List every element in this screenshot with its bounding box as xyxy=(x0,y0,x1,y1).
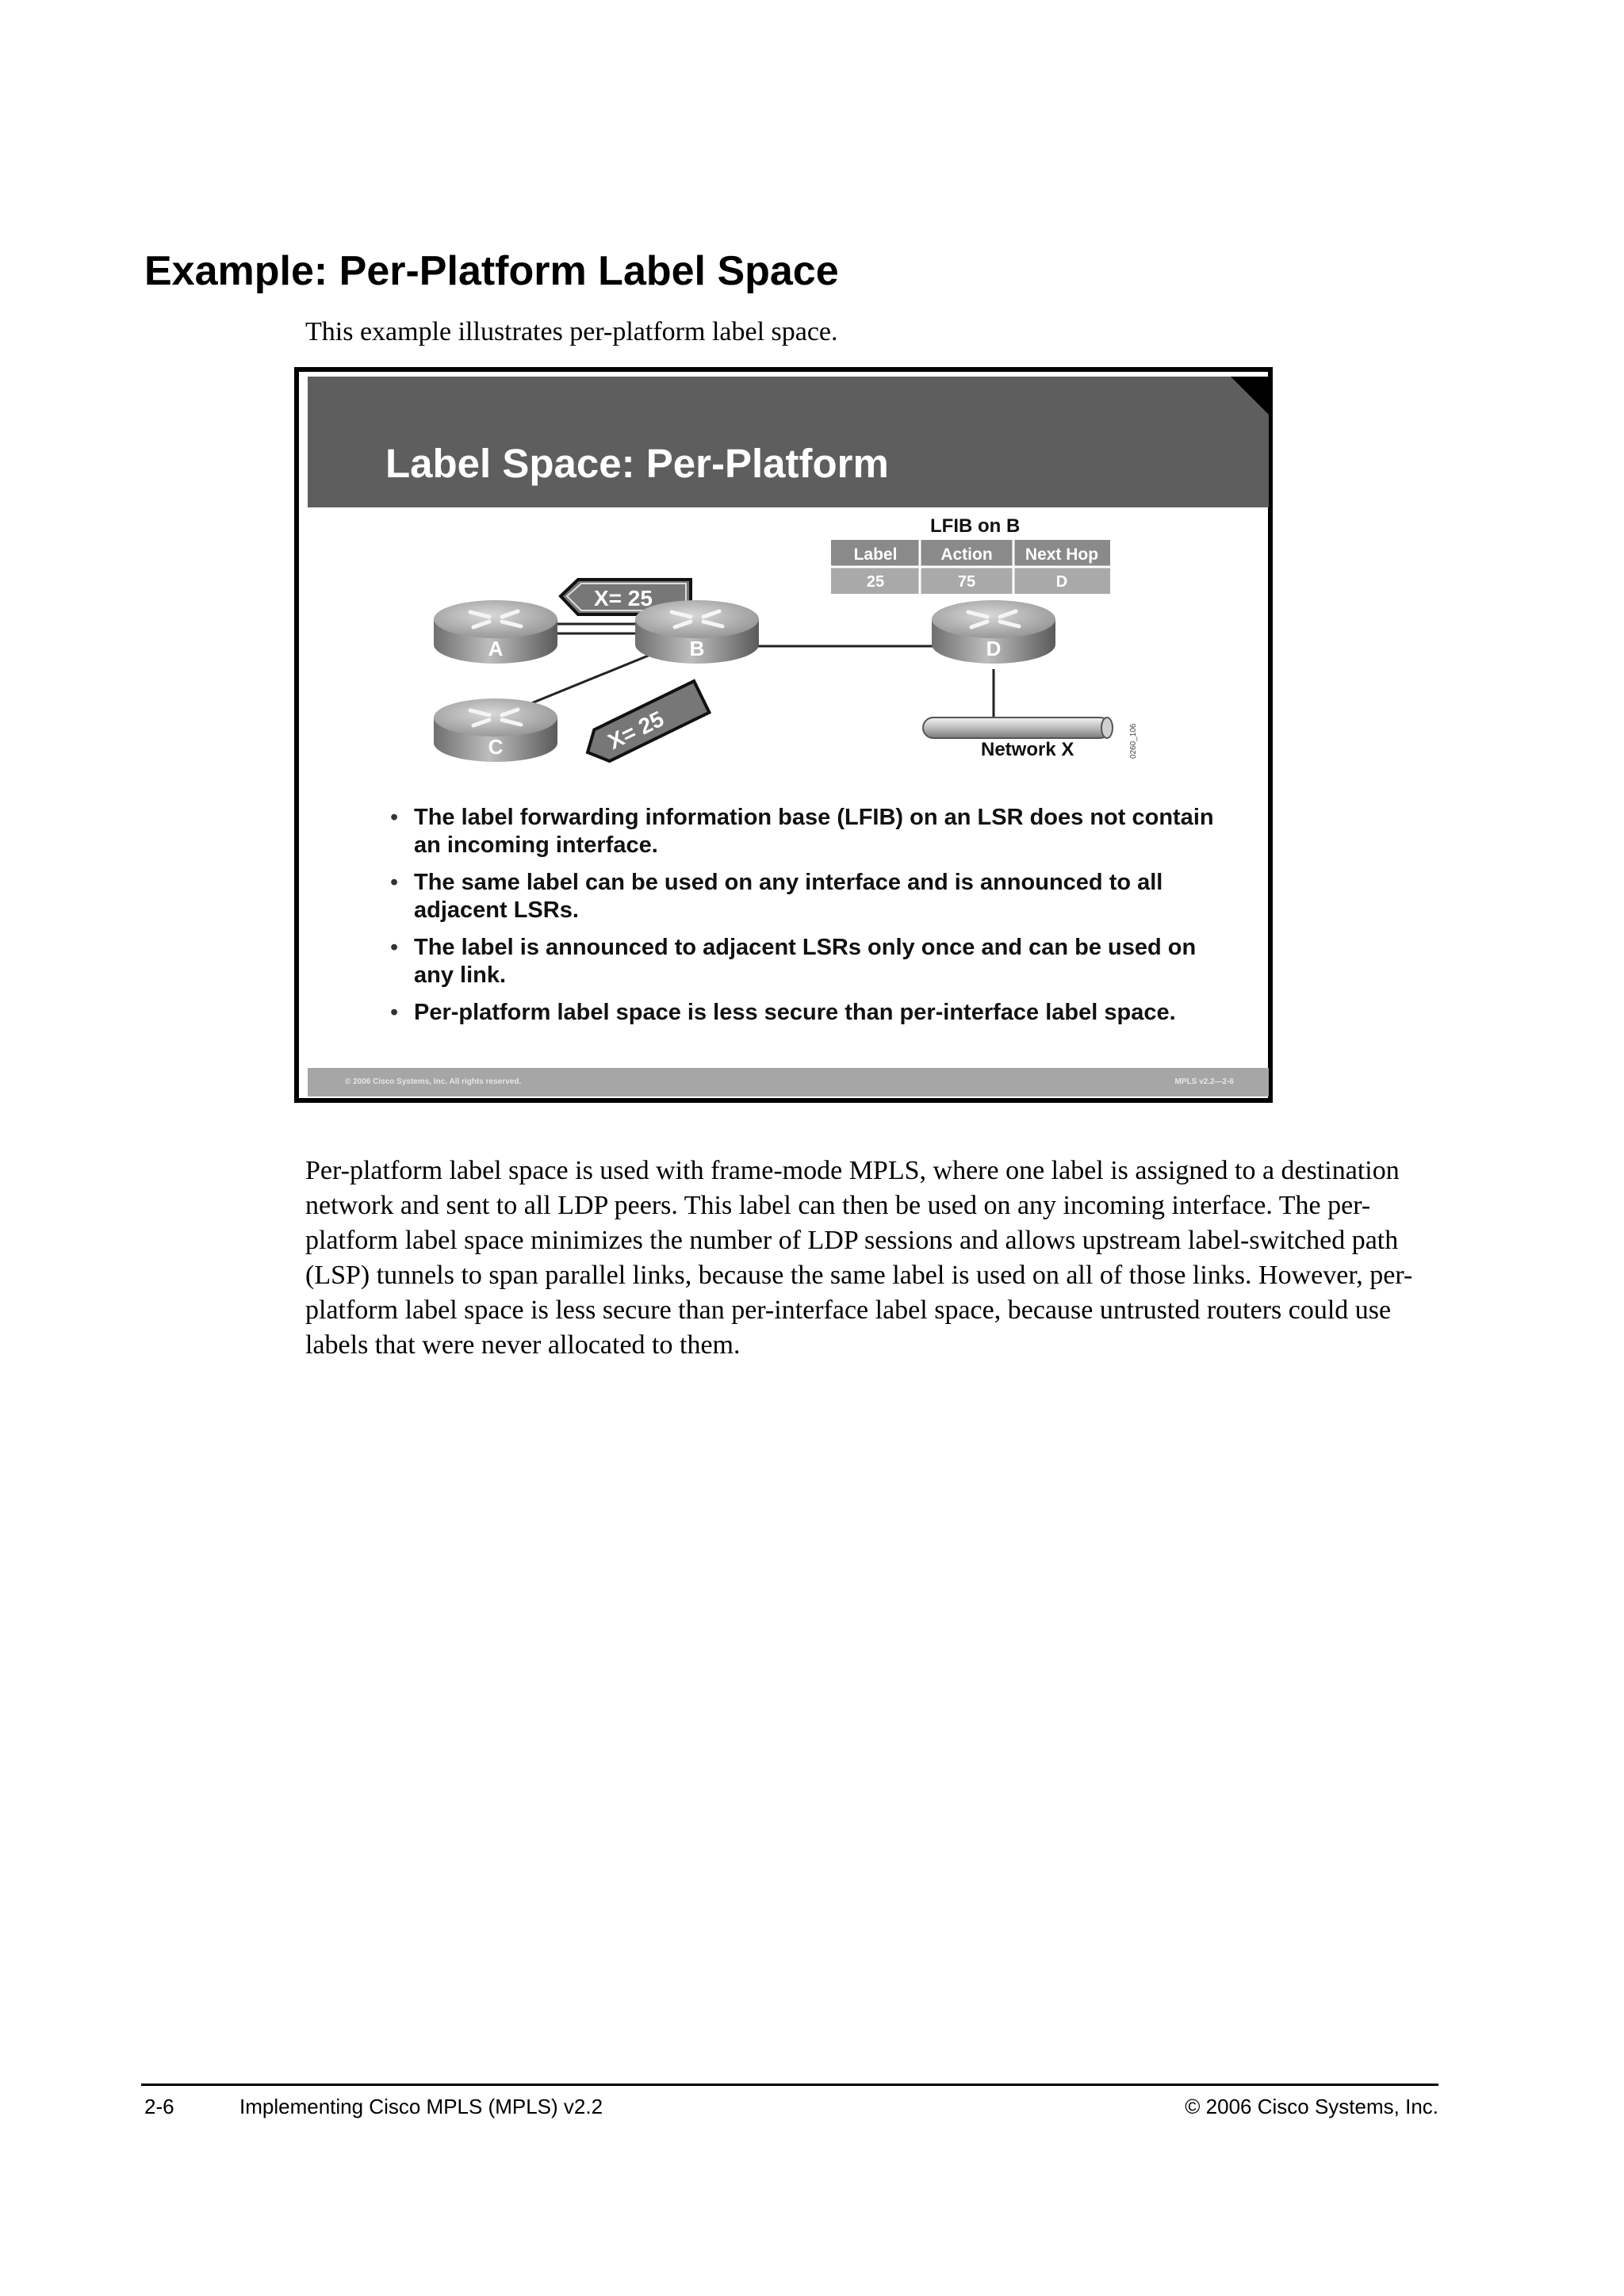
slide-bullet-list xyxy=(390,804,1215,1036)
slide-bullet: • The label is announced to adjacent LSRs only once and can be used on any link. xyxy=(390,935,1197,988)
slide-figure xyxy=(294,367,1273,1103)
figure-id: 0260_106 xyxy=(1129,723,1138,759)
footer-divider xyxy=(141,2084,1438,2086)
network-diagram xyxy=(299,372,1268,800)
footer-copyright: © 2006 Cisco Systems, Inc. xyxy=(1185,2095,1438,2118)
lfib-cell-label: 25 xyxy=(866,573,885,591)
lfib-caption: LFIB on B xyxy=(930,515,1021,537)
lfib-cell-nexthop: D xyxy=(1055,573,1068,591)
slide-title: Label Space: Per-Platform xyxy=(385,441,889,486)
network-x-label: Network X xyxy=(981,739,1074,760)
slide-bullet: • Per-platform label space is less secure than per-interface label space. xyxy=(390,1000,1176,1025)
label-tag-top-text: X= 25 xyxy=(594,586,653,610)
router-a-label: A xyxy=(488,637,504,660)
body-paragraph: Per-platform label space is used with frame-mode MPLS, where one label is assigned to a destination network and sent to all LDP peers. This label can then be used on any incoming interface. The per-platform label space minimizes the number of LDP sessions and allows upstream label-switched path (LSP) tunnels to span parallel links, because the same label is used on all of those links. However, per-platform label space is less secure than per-interface label space, because untrusted routers could use labels that were never allocated to them. xyxy=(305,1156,1413,1360)
slide-footer-bar xyxy=(308,1068,1269,1096)
footer-course-title: Implementing Cisco MPLS (MPLS) v2.2 xyxy=(239,2095,603,2118)
slide-bullet: • The same label can be used on any interface and is announced to all adjacent LSRs. xyxy=(390,870,1163,923)
slide-footer-number: MPLS v2.2—2-6 xyxy=(1174,1077,1234,1086)
lfib-header-action: Action xyxy=(940,545,993,564)
network-x-pipe xyxy=(923,718,1113,738)
slide-bullet: • The label forwarding information base (LFIB) on an LSR does not contain an incoming interface. xyxy=(390,805,1214,858)
router-b-label: B xyxy=(689,637,705,660)
slide-bullet-text: Per-platform label space is less secure than per-interface label space. xyxy=(414,1000,1176,1025)
router-d-label: D xyxy=(986,637,1002,660)
page-title: Example: Per-Platform Label Space xyxy=(144,248,839,294)
slide-bullet-text: The label forwarding information base (LFIB) on an LSR does not contain an incoming interface. xyxy=(414,805,1214,858)
lfib-header-label: Label xyxy=(853,545,898,564)
router-c-label: C xyxy=(488,735,504,759)
intro-text: This example illustrates per-platform label space. xyxy=(305,317,838,346)
footer-page-number: 2-6 xyxy=(144,2095,174,2118)
slide-bullet-text: The same label can be used on any interface and is announced to all adjacent LSRs. xyxy=(414,870,1163,923)
label-tag-angled xyxy=(580,681,709,768)
lfib-header-nexthop: Next Hop xyxy=(1025,545,1099,564)
slide-footer-copyright: © 2006 Cisco Systems, Inc. All rights reserved. xyxy=(345,1077,522,1086)
lfib-cell-action: 75 xyxy=(957,573,976,591)
label-tag-angled-text: X= 25 xyxy=(603,706,668,755)
lfib-table xyxy=(831,540,1110,594)
slide-bullet-text: The label is announced to adjacent LSRs only once and can be used on any link. xyxy=(414,935,1197,988)
